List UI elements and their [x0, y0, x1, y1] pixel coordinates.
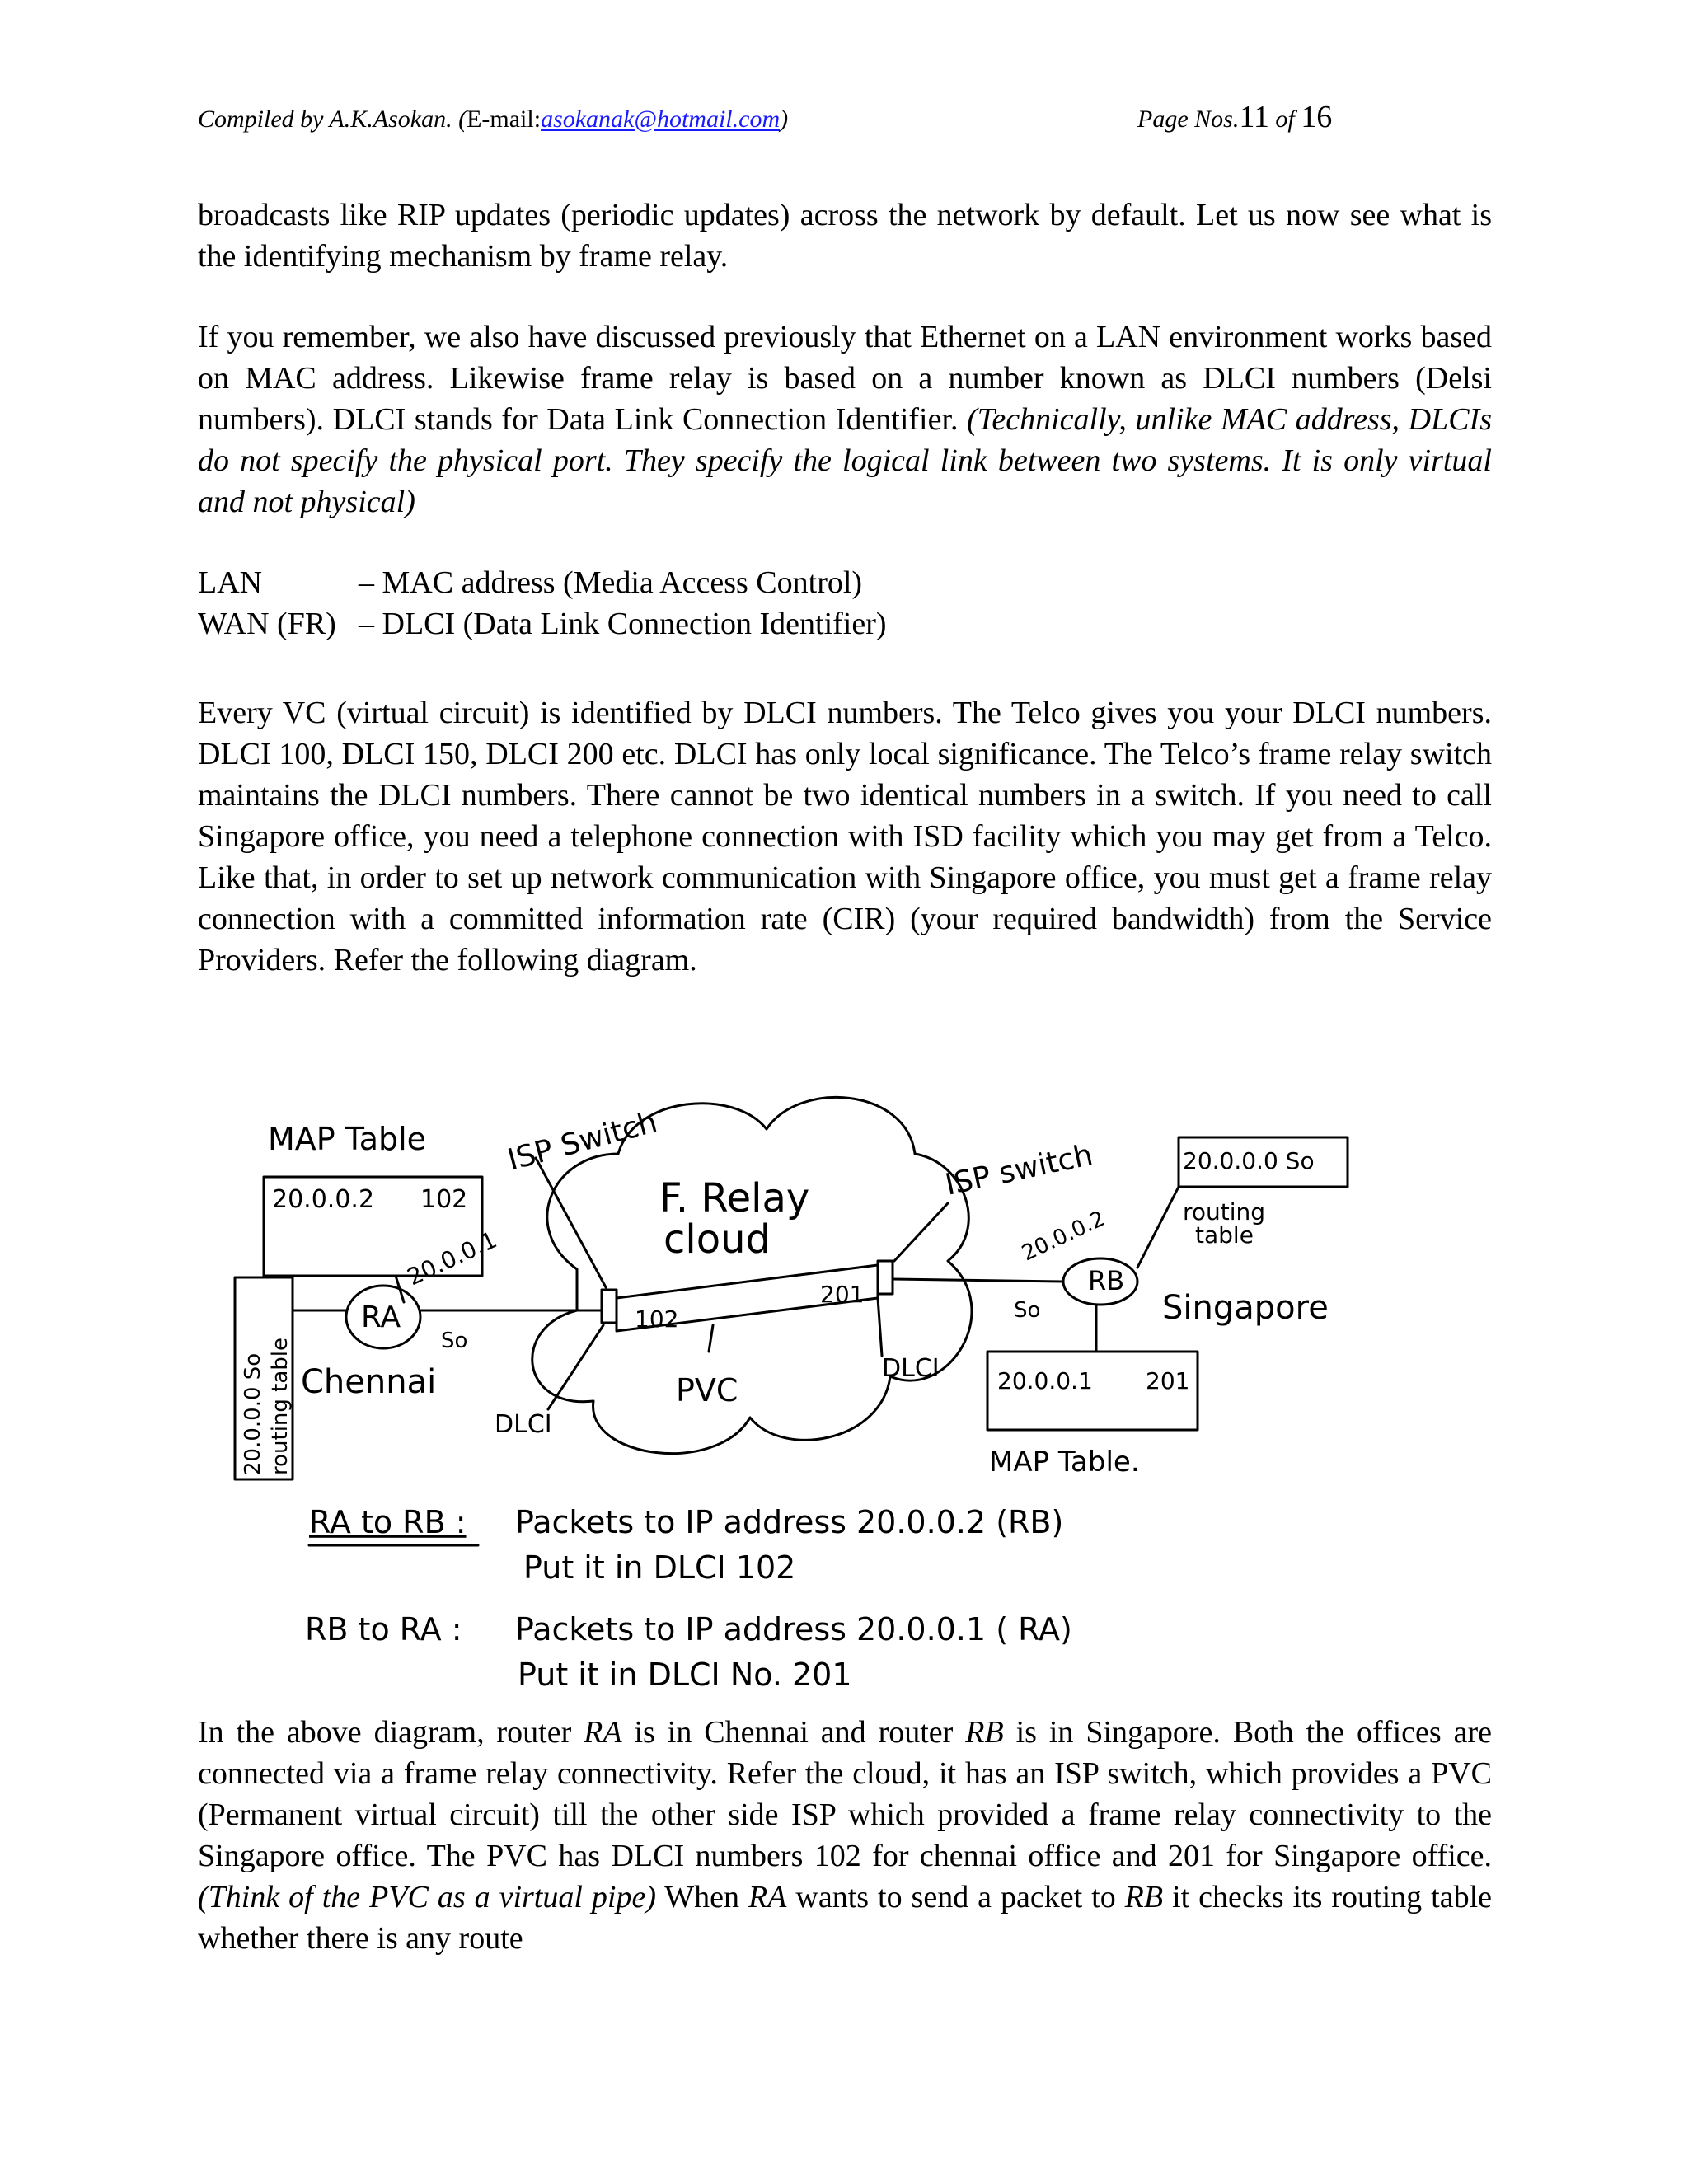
ra-to-rb-line1: Packets to IP address 20.0.0.2 (RB)	[515, 1504, 1064, 1540]
page-prefix: Page Nos.	[1137, 105, 1240, 133]
p4-rb: RB	[965, 1715, 1004, 1750]
isp-switch-right-pointer	[894, 1203, 948, 1261]
paragraph-1: broadcasts like RIP updates (periodic updates) across the network by default. Let us now see what is the identifying mechanism by frame relay.	[198, 198, 1492, 274]
email-link[interactable]: asokanak@hotmail.com	[541, 105, 781, 133]
routing-left-label: routing table	[268, 1337, 293, 1475]
map-table-right-dlci: 201	[1146, 1367, 1190, 1394]
chennai-label: Chennai	[301, 1363, 437, 1401]
compiled-prefix: Compiled by A.K.Asokan. (	[198, 105, 467, 133]
p4-ra: RA	[584, 1715, 622, 1750]
paragraph-2-text: If you remember, we also have discussed previously that Ethernet on a LAN environment works based on MAC address. Likewise frame relay is based on a number known as DLCI numbers (Delsi numbers). DLCI stands for Data Link Connection Identifier.	[198, 320, 1492, 437]
dlci-left-pointer	[548, 1325, 603, 1409]
p4-a: In the above diagram, router	[198, 1715, 584, 1750]
map-table-left-ip: 20.0.0.2	[272, 1185, 375, 1214]
rb-to-ra-line1: Packets to IP address 20.0.0.1 ( RA)	[515, 1611, 1072, 1647]
dlci-right-pointer	[878, 1298, 882, 1356]
ra-to-rb-line2: Put it in DLCI 102	[523, 1549, 796, 1586]
isp-switch-right-label: ISP switch	[942, 1137, 1096, 1202]
compiled-by	[198, 105, 788, 134]
routing-right-entry: 20.0.0.0 So	[1183, 1147, 1315, 1174]
p4-ra2: RA	[748, 1880, 787, 1915]
email-label: E-mail:	[467, 105, 542, 133]
router-ra-label: RA	[361, 1301, 401, 1334]
so-right-label: So	[1014, 1298, 1041, 1323]
pvc-label: PVC	[676, 1372, 738, 1408]
isp-switch-left-label: ISP Switch	[504, 1105, 661, 1178]
cloud-label-1: F. Relay	[659, 1175, 810, 1221]
router-rb-label: RB	[1088, 1265, 1125, 1296]
isp-switch-left	[602, 1290, 617, 1323]
page-number	[1137, 99, 1332, 135]
definition-wan	[198, 603, 887, 644]
definition-desc: – DLCI (Data Link Connection Identifier)	[359, 607, 887, 641]
p4-d: When	[655, 1880, 748, 1915]
p4-f: it checks its routing table whether there is any route	[198, 1880, 1492, 1956]
map-table-left-dlci: 102	[420, 1185, 468, 1214]
page-total: 16	[1301, 100, 1333, 134]
paragraph-3: Every VC (virtual circuit) is identified by DLCI numbers. The Telco gives you your DLCI numbers. DLCI 100, DLCI 150, DLCI 200 etc. DLCI has only local significance. The Telco’s frame relay switch maintains the DLCI numbers. There cannot be two identical numbers in a switch. If you need to call Singapore office, you need a telephone connection with ISD facility which you may get from a Telco. Like that, in order to set up network communication with Singapore office, you must get a frame relay connection with a committed information rate (CIR) (your required bandwidth) from the Service Providers. Refer the following diagram.	[198, 696, 1492, 977]
paragraph-4	[198, 1712, 1492, 1959]
p4-e: wants to send a packet to	[786, 1880, 1125, 1915]
ra-ip-label: 20.0.0.1	[403, 1226, 501, 1291]
p4-c: is in Singapore. Both the offices are connected via a frame relay connectivity. Refer the cloud, it has an ISP switch, which provides a PVC (Permanent virtual circuit) till the other side ISP which provided a frame relay connectivity to the Singapore office. The PVC has DLCI numbers 102 for chennai office and 201 for Singapore office.	[198, 1715, 1492, 1873]
page-header	[198, 99, 1484, 140]
isp-switch-right	[878, 1261, 893, 1294]
map-table-right-title: MAP Table.	[989, 1446, 1140, 1479]
page-of: of	[1275, 105, 1295, 133]
dlci-left-label: DLCI	[495, 1410, 552, 1439]
pvc-dlci-left: 102	[635, 1305, 679, 1333]
paragraph-2-italic: (Technically, unlike MAC address, DLCIs do not specify the physical port. They specify the logical link between two systems. It is only virtual and not physical)	[198, 402, 1492, 519]
compiled-suffix: )	[780, 105, 789, 133]
map-table-right-ip: 20.0.0.1	[997, 1367, 1093, 1394]
pvc-pointer	[709, 1325, 713, 1352]
routing-right-label-2: table	[1195, 1221, 1254, 1249]
p4-italic: (Think of the PVC as a virtual pipe)	[198, 1880, 656, 1915]
ra-to-rb-label: RA to RB :	[309, 1504, 467, 1540]
paragraph-2	[198, 316, 1492, 523]
pvc-dlci-right: 201	[820, 1281, 865, 1308]
rb-ip-label: 20.0.0.2	[1018, 1206, 1109, 1267]
cloud-label-2: cloud	[663, 1216, 771, 1263]
dlci-right-label: DLCI	[882, 1354, 940, 1383]
rb-to-ra-label: RB to RA :	[305, 1611, 462, 1647]
definition-lan	[198, 562, 862, 603]
frame-relay-diagram	[223, 1063, 1376, 1706]
singapore-label: Singapore	[1162, 1289, 1329, 1327]
p4-rb2: RB	[1124, 1880, 1164, 1915]
definition-desc: – MAC address (Media Access Control)	[359, 565, 863, 600]
p4-b: is in Chennai and router	[621, 1715, 966, 1750]
page-current: 11	[1239, 100, 1269, 134]
routing-table-right-link	[1137, 1187, 1179, 1268]
map-table-left-title: MAP Table	[268, 1121, 427, 1157]
so-left-label: So	[441, 1329, 468, 1353]
definition-term: WAN (FR)	[198, 607, 336, 641]
routing-right-label-1: routing	[1183, 1198, 1266, 1226]
switch-to-rb-line	[893, 1279, 1063, 1282]
definition-term: LAN	[198, 565, 263, 600]
routing-left-entry: 20.0.0.0 So	[241, 1352, 265, 1475]
rb-to-ra-line2: Put it in DLCI No. 201	[518, 1657, 852, 1693]
